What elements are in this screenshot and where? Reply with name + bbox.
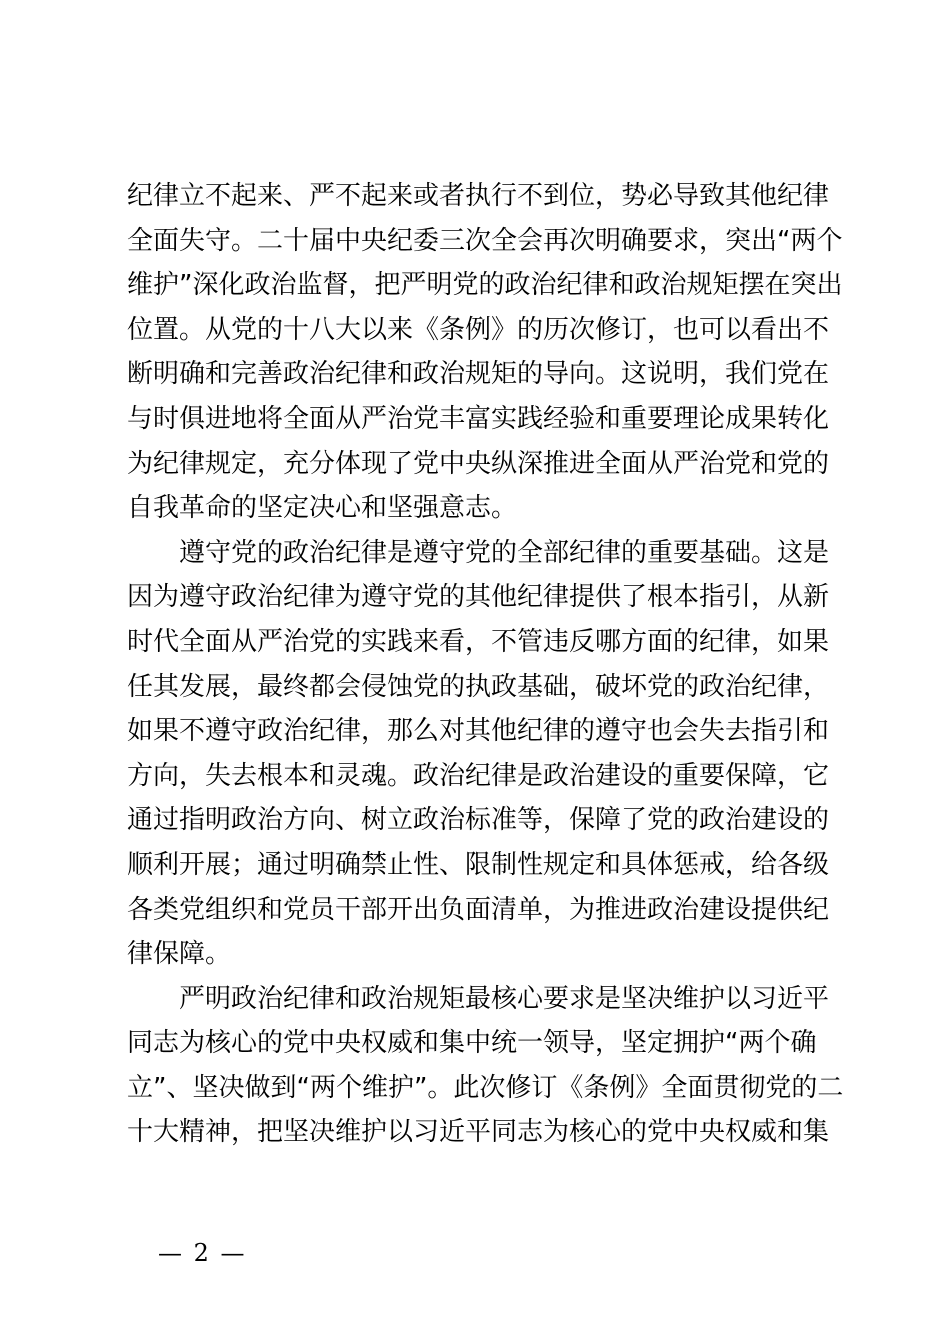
text-line: 同志为核心的党中央权威和集中统一领导，坚定拥护“两个确	[127, 1028, 817, 1059]
text-line: 顺利开展；通过明确禁止性、限制性规定和具体惩戒，给各级	[127, 849, 830, 880]
text-line: 时代全面从严治党的实践来看，不管违反哪方面的纪律，如果	[127, 626, 830, 657]
text-line: 自我革命的坚定决心和坚强意志。	[127, 493, 518, 524]
text-line: 为纪律规定，充分体现了党中央纵深推进全面从严治党和党的	[127, 448, 830, 479]
text-line: 断明确和完善政治纪律和政治规矩的导向。这说明，我们党在	[127, 359, 830, 390]
text-line: 严明政治纪律和政治规矩最核心要求是坚决维护以习近平	[179, 983, 830, 1014]
text-line: 位置。从党的十八大以来《条例》的历次修订，也可以看出不	[127, 314, 830, 345]
text-line: 各类党组织和党员干部开出负面清单，为推进政治建设提供纪	[127, 894, 830, 925]
text-line: 方向，失去根本和灵魂。政治纪律是政治建设的重要保障，它	[127, 760, 830, 791]
paragraph-1	[127, 174, 843, 531]
paragraph-3	[127, 977, 844, 1155]
text-line: 任其发展，最终都会侵蚀党的执政基础，破坏党的政治纪律，	[127, 671, 830, 702]
text-line: 十大精神，把坚决维护以习近平同志为核心的党中央权威和集	[127, 1117, 830, 1148]
text-line: 律保障。	[127, 939, 232, 970]
page-number: — 2 —	[158, 1239, 247, 1267]
text-line: 因为遵守政治纪律为遵守党的其他纪律提供了根本指引，从新	[127, 582, 830, 613]
text-line: 与时俱进地将全面从严治党丰富实践经验和重要理论成果转化	[127, 403, 830, 434]
text-line: 纪律立不起来、严不起来或者执行不到位，势必导致其他纪律	[127, 181, 830, 211]
text-line: 遵守党的政治纪律是遵守党的全部纪律的重要基础。这是	[179, 537, 830, 568]
paragraph-2	[127, 531, 833, 977]
text-line: 维护”深化政治监督，把严明党的政治纪律和政治规矩摆在突出	[127, 270, 843, 301]
text-line: 立”、坚决做到“两个维护”。此次修订《条例》全面贯彻党的二	[127, 1072, 844, 1103]
text-line: 全面失守。二十届中央纪委三次全会再次明确要求，突出“两个	[127, 225, 843, 256]
text-line: 通过指明政治方向、树立政治标准等，保障了党的政治建设的	[127, 805, 830, 836]
document-body	[127, 174, 844, 1155]
text-line: 如果不遵守政治纪律，那么对其他纪律的遵守也会失去指引和	[127, 716, 830, 747]
